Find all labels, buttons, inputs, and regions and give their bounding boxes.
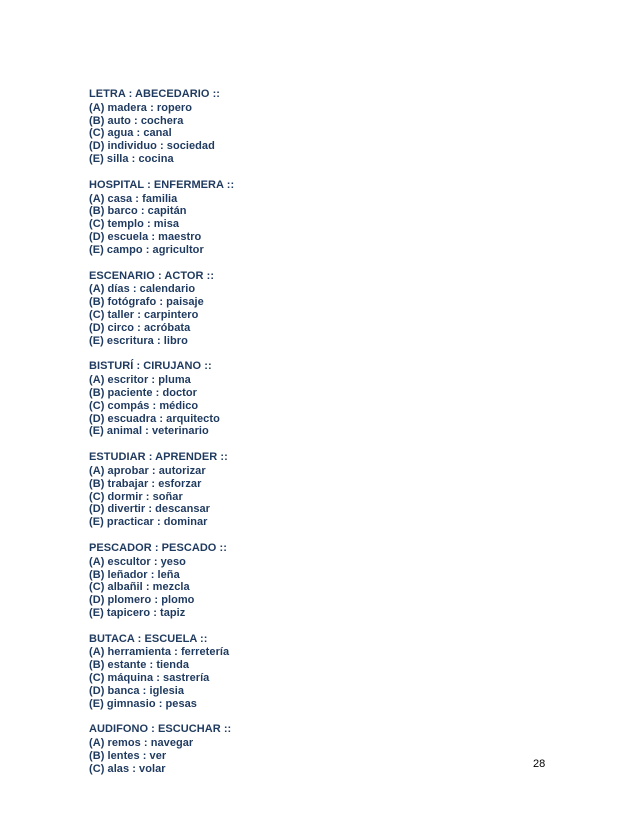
option-d: (D) divertir : descansar xyxy=(89,503,211,516)
option-e: (E) tapicero : tapiz xyxy=(89,606,186,619)
question-6 xyxy=(89,542,509,620)
option-b: (B) leñador : leña xyxy=(89,568,180,581)
option-a: (A) remos : navegar xyxy=(89,737,194,750)
question-8 xyxy=(89,723,509,775)
option-a: (A) días : calendario xyxy=(89,283,196,296)
option-a: (A) escultor : yeso xyxy=(89,555,186,568)
question-stem: BUTACA : ESCUELA :: xyxy=(89,632,208,645)
question-stem: HOSPITAL : ENFERMERA :: xyxy=(89,178,235,191)
question-stem: BISTURÍ : CIRUJANO :: xyxy=(89,360,212,373)
option-a: (A) herramienta : ferretería xyxy=(89,646,230,659)
option-d: (D) escuadra : arquitecto xyxy=(89,412,220,425)
option-d: (D) circo : acróbata xyxy=(89,321,191,334)
option-c: (C) taller : carpintero xyxy=(89,308,199,321)
question-stem: ESCENARIO : ACTOR :: xyxy=(89,269,215,282)
question-7 xyxy=(89,633,509,711)
question-stem: AUDIFONO : ESCUCHAR :: xyxy=(89,723,232,736)
analogies-list xyxy=(89,88,509,789)
option-d: (D) plomero : plomo xyxy=(89,594,195,607)
option-e: (E) gimnasio : pesas xyxy=(89,697,197,710)
option-c: (C) alas : volar xyxy=(89,762,166,775)
option-e: (E) escritura : libro xyxy=(89,334,188,347)
option-c: (C) albañil : mezcla xyxy=(89,581,190,594)
option-d: (D) banca : iglesia xyxy=(89,684,185,697)
option-e: (E) campo : agricultor xyxy=(89,243,204,256)
option-a: (A) madera : ropero xyxy=(89,101,193,114)
option-e: (E) animal : veterinario xyxy=(89,425,209,438)
option-a: (A) escritor : pluma xyxy=(89,374,191,387)
question-2 xyxy=(89,179,509,257)
option-b: (B) barco : capitán xyxy=(89,205,187,218)
option-c: (C) agua : canal xyxy=(89,127,172,140)
option-a: (A) aprobar : autorizar xyxy=(89,464,206,477)
question-stem: ESTUDIAR : APRENDER :: xyxy=(89,451,228,464)
question-4 xyxy=(89,360,509,438)
question-1 xyxy=(89,88,509,166)
option-b: (B) estante : tienda xyxy=(89,659,190,672)
option-a: (A) casa : familia xyxy=(89,192,178,205)
question-stem: PESCADOR : PESCADO :: xyxy=(89,541,227,554)
option-b: (B) fotógrafo : paisaje xyxy=(89,296,204,309)
option-e: (E) silla : cocina xyxy=(89,152,174,165)
option-b: (B) paciente : doctor xyxy=(89,386,197,399)
option-d: (D) individuo : sociedad xyxy=(89,140,215,153)
option-b: (B) trabajar : esforzar xyxy=(89,477,202,490)
option-b: (B) auto : cochera xyxy=(89,114,184,127)
option-c: (C) compás : médico xyxy=(89,399,199,412)
question-5 xyxy=(89,451,509,529)
option-d: (D) escuela : maestro xyxy=(89,230,202,243)
option-b: (B) lentes : ver xyxy=(89,750,167,763)
option-c: (C) dormir : soñar xyxy=(89,490,183,503)
question-3 xyxy=(89,270,509,348)
option-c: (C) máquina : sastrería xyxy=(89,672,210,685)
option-c: (C) templo : misa xyxy=(89,218,180,231)
option-e: (E) practicar : dominar xyxy=(89,516,208,529)
question-stem: LETRA : ABECEDARIO :: xyxy=(89,88,221,100)
page-number: 28 xyxy=(533,758,546,770)
